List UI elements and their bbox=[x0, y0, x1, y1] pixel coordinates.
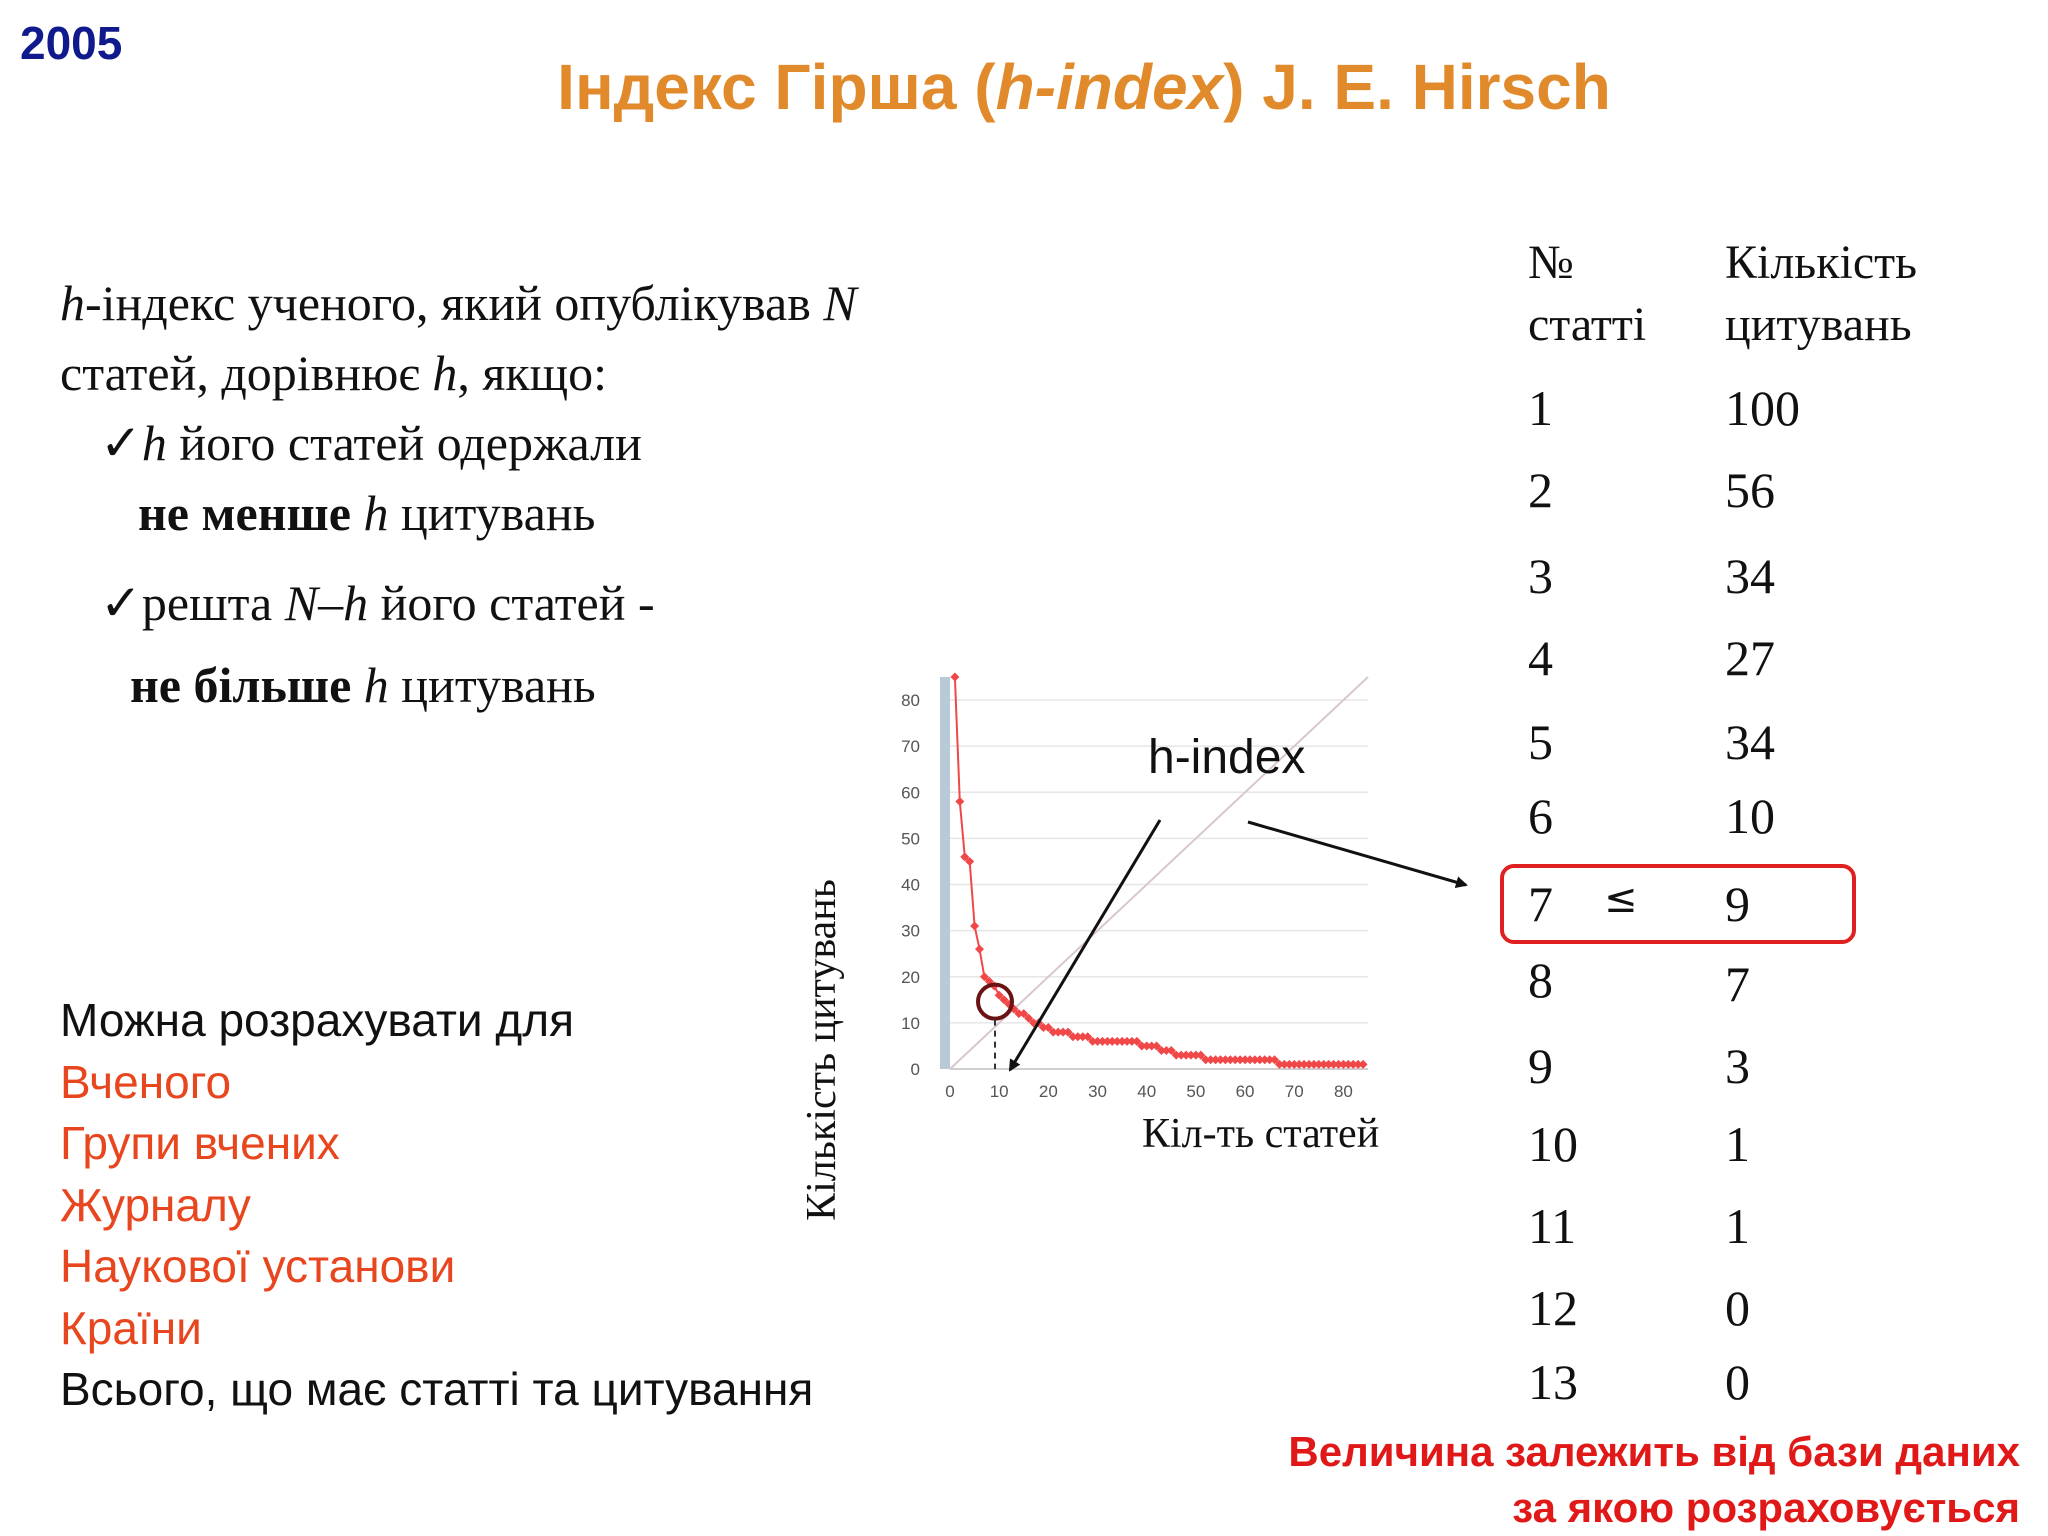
arrow-to-h-point bbox=[1010, 820, 1160, 1070]
data-point bbox=[1359, 1060, 1368, 1069]
chart-annotation: h-index bbox=[1148, 731, 1306, 784]
database-note bbox=[1288, 1424, 2020, 1536]
table-cell-number: 1 bbox=[1528, 380, 1553, 436]
chart-y-ticks bbox=[901, 691, 920, 1079]
x-tick-label: 60 bbox=[1235, 1082, 1255, 1101]
x-tick-label: 40 bbox=[1137, 1082, 1157, 1101]
cond2b-h: h bbox=[351, 657, 389, 713]
table-cell-number: 13 bbox=[1528, 1354, 1578, 1410]
header-line: статті bbox=[1528, 298, 1647, 351]
table-cell-number: 5 bbox=[1528, 714, 1553, 770]
table-cell-citations: 34 bbox=[1725, 548, 1775, 604]
header-line: цитувань bbox=[1725, 298, 1912, 351]
y-tick-label: 10 bbox=[901, 1013, 920, 1033]
cond2-nh: N–h bbox=[284, 575, 369, 631]
table-cell-number: 4 bbox=[1528, 630, 1553, 686]
table-cell-citations: 3 bbox=[1725, 1038, 1750, 1094]
x-tick-label: 0 bbox=[945, 1082, 955, 1101]
cond2b-text: цитувань bbox=[388, 657, 596, 713]
y-tick-label: 50 bbox=[901, 829, 920, 849]
x-tick-label: 70 bbox=[1284, 1082, 1304, 1101]
check-icon: ✓ bbox=[100, 575, 142, 631]
highlight-box bbox=[1500, 864, 1856, 944]
table-cell-number: 7 bbox=[1528, 876, 1553, 932]
x-tick-label: 30 bbox=[1088, 1082, 1107, 1101]
x-tick-label: 20 bbox=[1038, 1082, 1058, 1101]
arrow-to-table bbox=[1248, 822, 1466, 885]
check-icon: ✓ bbox=[100, 415, 142, 471]
data-point bbox=[950, 673, 959, 682]
calc-item: Країни bbox=[60, 1301, 202, 1354]
table-cell-number: 11 bbox=[1528, 1198, 1577, 1254]
def-line2-end: , якщо: bbox=[457, 345, 608, 401]
y-tick-label: 0 bbox=[910, 1060, 920, 1079]
cond1-h: h bbox=[141, 415, 167, 471]
y-tick-label: 80 bbox=[901, 691, 920, 711]
chart-x-ticks bbox=[945, 1082, 1353, 1101]
header-line: № bbox=[1528, 236, 1574, 289]
calc-item: Групи вчених bbox=[60, 1117, 340, 1169]
table-cell-citations: 0 bbox=[1725, 1354, 1750, 1410]
cond1b-text: цитувань bbox=[388, 485, 596, 541]
cond2-rest: його статей - bbox=[368, 575, 655, 631]
calc-item: Журналу bbox=[60, 1178, 251, 1231]
data-point bbox=[975, 945, 984, 954]
note-line: за якою розраховується bbox=[1512, 1484, 2020, 1531]
title-h-index: h-index bbox=[995, 51, 1224, 123]
table-cell-number: 12 bbox=[1528, 1280, 1578, 1336]
y-tick-label: 70 bbox=[901, 737, 920, 757]
y-tick-label: 20 bbox=[901, 967, 920, 987]
def-line2: статей, дорівнює bbox=[60, 345, 433, 401]
table-cell-citations: 1 bbox=[1725, 1116, 1750, 1172]
chart-ylabel: Кількість цитувань bbox=[799, 879, 845, 1221]
x-tick-label: 50 bbox=[1186, 1082, 1206, 1101]
table-cell-citations: 1 bbox=[1725, 1198, 1750, 1254]
title-suffix: ) J. E. Hirsch bbox=[1223, 51, 1611, 123]
table-cell-citations: 10 bbox=[1725, 788, 1775, 844]
table-header-number bbox=[1528, 232, 1646, 356]
y-tick-label: 40 bbox=[901, 875, 920, 895]
data-point bbox=[970, 922, 979, 931]
table-cell-citations: 9 bbox=[1725, 876, 1750, 932]
cond2-text: решта bbox=[141, 575, 285, 631]
table-cell-number: 10 bbox=[1528, 1116, 1578, 1172]
cond1-text: його статей одержали bbox=[166, 415, 642, 471]
x-tick-label: 80 bbox=[1333, 1082, 1353, 1101]
title-prefix: Індекс Гірша ( bbox=[557, 51, 996, 123]
table-cell-citations: 100 bbox=[1725, 380, 1800, 436]
y-axis-bar bbox=[940, 677, 950, 1069]
calc-outro: Всього, що має статті та цитування bbox=[60, 1363, 814, 1415]
table-cell-citations: 0 bbox=[1725, 1280, 1750, 1336]
table-cell-number: 6 bbox=[1528, 788, 1553, 844]
year-label: 2005 bbox=[20, 17, 123, 69]
def-line1: -індекс ученого, який опублікував bbox=[85, 275, 824, 331]
table-cell-citations: 34 bbox=[1725, 714, 1775, 770]
cond1b-h: h bbox=[350, 485, 389, 541]
cond1-bold: не менше bbox=[138, 485, 351, 541]
cond2-bold: не більше bbox=[130, 657, 352, 713]
def-h2: h bbox=[432, 345, 458, 401]
def-n: N bbox=[823, 275, 857, 331]
table-header-citations bbox=[1725, 232, 1917, 356]
table-cell-citations: 7 bbox=[1725, 956, 1750, 1012]
y-tick-label: 60 bbox=[901, 783, 920, 803]
y-tick-label: 30 bbox=[901, 921, 920, 941]
def-h: h bbox=[60, 275, 85, 331]
less-equal-symbol: ≤ bbox=[1604, 876, 1638, 922]
table-cell-number: 9 bbox=[1528, 1038, 1553, 1094]
chart-xlabel: Кіл-ть статей bbox=[1142, 1111, 1380, 1157]
calc-intro: Можна розрахувати для bbox=[60, 994, 574, 1046]
data-point bbox=[955, 797, 964, 806]
note-line: Величина залежить від бази даних bbox=[1288, 1428, 2020, 1475]
calc-item: Наукової установи bbox=[60, 1240, 456, 1292]
table-cell-number: 3 bbox=[1528, 548, 1553, 604]
x-tick-label: 10 bbox=[989, 1082, 1009, 1101]
table-cell-number: 2 bbox=[1528, 462, 1553, 518]
header-line: Кількість bbox=[1725, 236, 1918, 289]
table-cell-citations: 56 bbox=[1725, 462, 1775, 518]
table-cell-citations: 27 bbox=[1725, 630, 1775, 686]
calc-item: Вченого bbox=[60, 1055, 232, 1108]
table-cell-number: 8 bbox=[1528, 952, 1553, 1008]
